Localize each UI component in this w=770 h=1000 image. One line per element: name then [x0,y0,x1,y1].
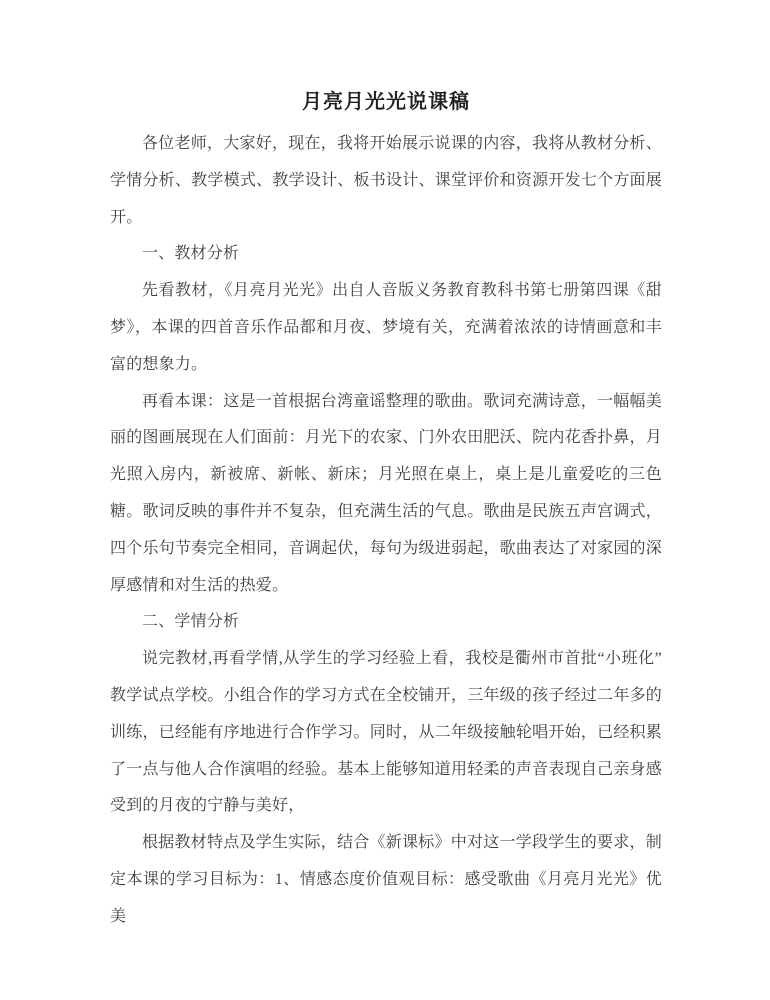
paragraph-textbook-overview: 先看教材，《月亮月光光》出自人音版义务教育教科书第七册第四课《甜梦》，本课的四首音乐作品都和月夜、梦境有关，充满着浓浓的诗情画意和丰富的想象力。 [110,282,662,373]
paragraph-learning-goals: 根据教材特点及学生实际，结合《新课标》中对这一学段学生的要求，制定本课的学习目标为：1、情感态度价值观目标：感受歌曲《月亮月光光》优美 [110,834,662,925]
paragraph-student-background: 说完教材,再看学情,从学生的学习经验上看，我校是衢州市首批“小班化”教学试点学校。小组合作的学习方式在全校铺开，三年级的孩子经过二年多的训练，已经能有序地进行合作学习。同时，从二年级接触轮唱开始，已经积累了一点与他人合作演唱的经验。基本上能够知道用轻柔的声音表现自己亲身感受到的月夜的宁静与美好， [110,650,662,815]
paragraph-song-description: 再看本课：这是一首根据台湾童谣整理的歌曲。歌词充满诗意，一幅幅美丽的图画展现在人们面前：月光下的农家、门外农田肥沃、院内花香扑鼻，月光照入房内，新被席、新帐、新床；月光照在桌上，桌上是儿童爱吃的三色糖。歌词反映的事件并不复杂，但充满生活的气息。歌曲是民族五声宫调式，四个乐句节奏完全相同，音调起伏，每句为级进弱起，歌曲表达了对家园的深厚感情和对生活的热爱。 [110,392,662,594]
section-heading-material-analysis: 一、教材分析 [142,245,240,263]
document-title: 月亮月光光说课稿 [302,91,470,113]
paragraph-intro: 各位老师，大家好，现在，我将开始展示说课的内容，我将从教材分析、学情分析、教学模式、教学设计、板书设计、课堂评价和资源开发七个方面展开。 [110,135,662,226]
section-heading-learner-analysis: 二、学情分析 [142,613,240,631]
